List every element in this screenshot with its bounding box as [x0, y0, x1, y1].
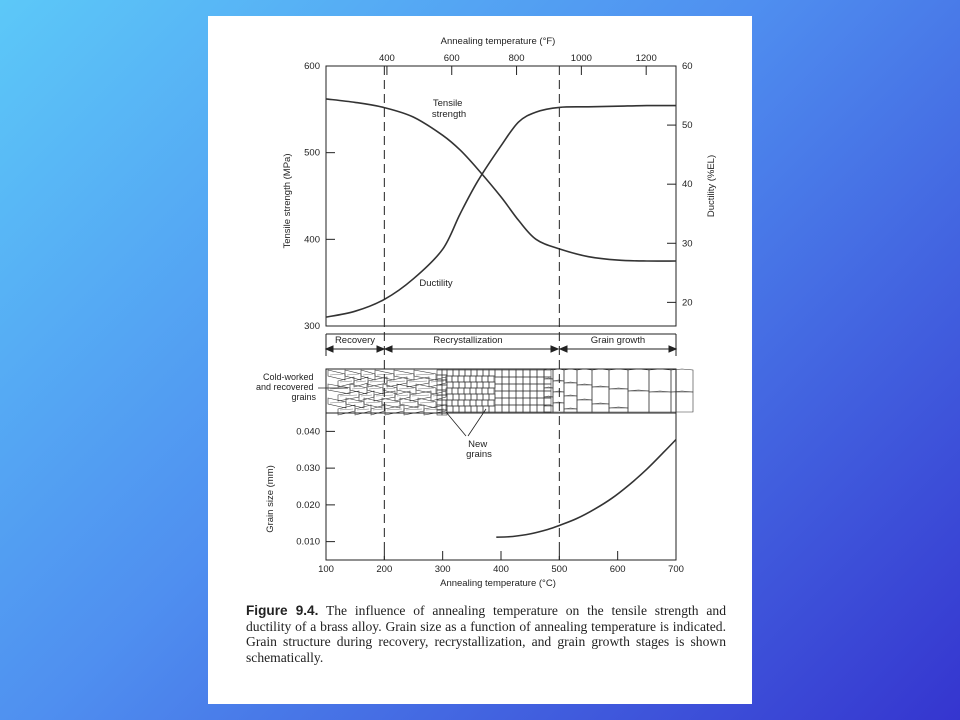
grain-size-curve	[496, 440, 676, 538]
left-axis	[304, 61, 335, 332]
left-axis-tick-label: 500	[304, 147, 320, 159]
top-axis-title: Annealing temperature (°F)	[440, 36, 556, 47]
right-axis-tick-label: 50	[682, 120, 693, 132]
grain-size-tick-label: 0.010	[296, 536, 320, 548]
stage-label-recrystallization: Recrystallization	[433, 335, 503, 346]
bottom-axis	[318, 551, 684, 575]
left-axis-tick-label: 600	[304, 61, 320, 72]
cold-worked-label-line: grains	[291, 392, 316, 402]
top-axis-tick-label: 1000	[570, 53, 592, 64]
figure-svg	[208, 16, 752, 601]
right-axis-tick-label: 60	[682, 61, 693, 72]
top-axis-tick-label: 800	[508, 53, 525, 64]
bottom-axis-tick-label: 100	[318, 564, 334, 575]
grain-size-tick-label: 0.020	[296, 499, 320, 511]
arrowhead	[377, 346, 384, 352]
bottom-axis-tick-label: 700	[668, 564, 684, 575]
grain-size-tick-label: 0.040	[296, 426, 320, 438]
tensile-strength-curve	[326, 99, 676, 261]
left-axis-tick-label: 300	[304, 321, 320, 332]
bottom-axis-tick-label: 200	[376, 564, 393, 575]
bottom-axis-tick-label: 300	[434, 564, 451, 575]
cold-worked-label	[256, 372, 317, 402]
microstructure-strip	[256, 369, 693, 460]
new-grains-label	[466, 439, 492, 460]
stage-band	[326, 334, 676, 356]
new-grains-label-line: grains	[466, 449, 492, 460]
arrowhead	[326, 346, 333, 352]
top-axis-tick-label: 1200	[635, 53, 657, 64]
caption-text: The influence of annealing temperature on the tensile strength and ductility of a brass alloy. Grain size as a function of annealing temperature is indicated. Grain structure during recovery, recrystallization, and grain growth stages is shown schematically.	[246, 603, 726, 665]
grain-size-axis	[296, 426, 335, 547]
tensile-strength-label-line: Tensile	[432, 98, 463, 109]
new-grains-pointer	[446, 412, 466, 436]
stage-label-grain-growth: Grain growth	[590, 335, 646, 346]
right-axis-tick-label: 40	[682, 179, 693, 191]
cold-worked-label-line: and recovered	[255, 382, 314, 392]
grain-size-tick-label: 0.030	[296, 463, 320, 475]
ductility-label: Ductility	[419, 278, 453, 289]
tensile-strength-label	[432, 98, 466, 120]
arrowhead	[560, 346, 567, 352]
top-axis-tick-label: 400	[378, 53, 395, 64]
bottom-axis-tick-label: 500	[551, 564, 568, 575]
lower-plot-frame	[326, 413, 676, 560]
upper-chart	[282, 36, 717, 332]
right-axis-tick-label: 20	[682, 297, 693, 309]
left-axis-title: Tensile strength (MPa)	[282, 153, 293, 249]
stage-label-recovery: Recovery	[334, 335, 376, 346]
new-grains-label-line: New	[468, 439, 488, 450]
tensile-strength-label-line: strength	[431, 109, 467, 120]
right-axis-title: Ductility (%EL)	[706, 154, 717, 218]
stage-boundaries	[384, 66, 559, 560]
left-axis-tick-label: 400	[304, 234, 320, 246]
caption-label: Figure 9.4.	[246, 603, 319, 618]
arrowhead	[385, 346, 392, 352]
ductility-curve	[326, 106, 676, 318]
bottom-axis-tick-label: 600	[609, 564, 626, 575]
top-axis-ticks	[379, 53, 657, 75]
stage-arrows	[326, 346, 676, 352]
figure-caption	[246, 603, 726, 665]
top-axis-tick-label: 600	[443, 53, 460, 64]
bottom-axis-tick-label: 400	[493, 564, 509, 575]
right-axis-tick-label: 30	[682, 238, 693, 250]
cold-worked-label-line: Cold-worked	[262, 372, 314, 382]
figure-page	[208, 16, 752, 704]
bottom-axis-title: Annealing temperature (°C)	[440, 578, 556, 589]
arrowhead	[669, 346, 676, 352]
grain-size-axis-title: Grain size (mm)	[265, 465, 276, 533]
right-axis	[667, 61, 693, 308]
arrowhead	[551, 346, 558, 352]
